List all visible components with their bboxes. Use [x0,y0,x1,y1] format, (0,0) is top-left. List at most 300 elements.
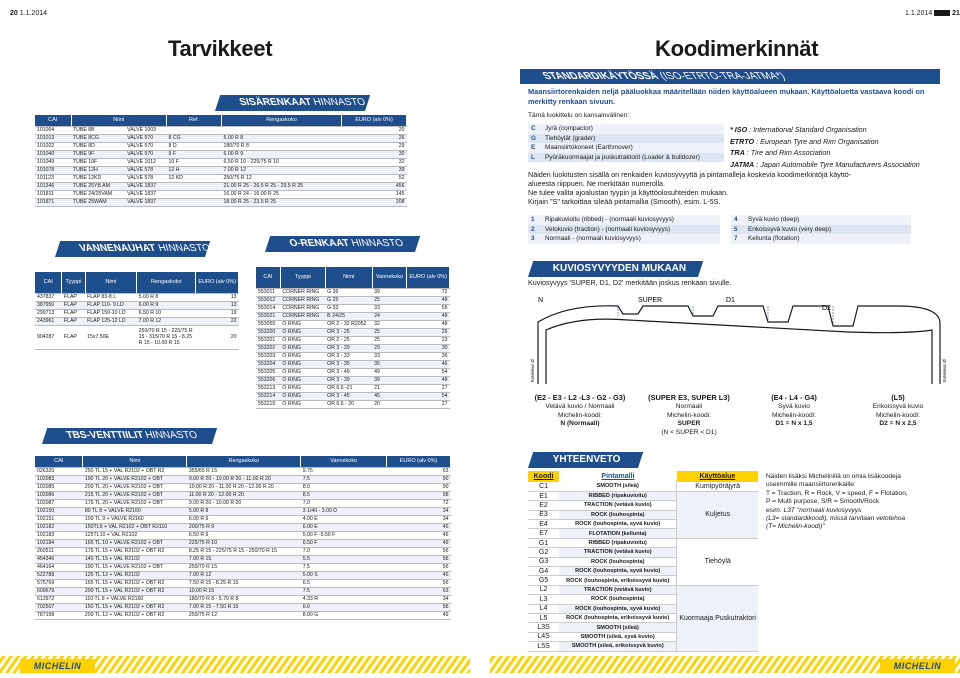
type-row [528,215,720,225]
table-cell: G 39 [325,288,372,296]
summary-code: L5S [528,642,559,651]
table-cell: 46 [387,531,451,539]
table-cell: 355/65 R 15 [187,467,301,475]
table-cell: 29 [372,344,407,352]
type-row [528,225,720,235]
table-cell: 553206 [256,376,280,384]
table-row [35,603,451,611]
table-cell: CORNER RING [280,296,325,304]
summary-code: E4 [528,520,559,529]
table-cell: 26 [407,328,450,336]
table-cell: 102182 [35,523,83,531]
type-row [731,225,911,235]
table-cell: VALVE 1837 [125,198,166,206]
type-label: Vetokuvio (traction) - (normaali kuviosyvyys) [542,225,720,235]
table-cell: 464164 [35,563,83,571]
table-cell: OR 3 - 35 [325,360,372,368]
table-cell: 8.5 [301,491,387,499]
table-cell: 21 [372,384,407,392]
table-cell: 553014 [256,304,280,312]
table-cell: 904287 [35,325,62,349]
class-row [528,124,724,134]
summary-desc: TRACTION (vetävä kuvio) [559,548,677,557]
table-cell: 7.00 R 12 [137,317,196,325]
table-cell: 10.00 R 20 - 11.00 R 20 - 12.00 R 20 [187,483,301,491]
profile-block [636,394,742,437]
table-cell: 225/75 R 10 [187,539,301,547]
summary-desc: TRACTION (vetävä kuvio) [559,501,677,510]
table-cell: 39 [372,376,407,384]
note-line: (L3= standardikoodi), missä tarvitaan vetotehoa [766,515,906,523]
sisarenkaat-table: CAI Nimi Ref. Rengaskoko EURO (alv 0%) 101004 TUBE 8B VALVE 1003 20 101013 TUBE 8CG VALVE 570 8 CG 5.00 R 8 26 101022 TUBE 8D VALVE 570 8 D 180/70 R 8 29 101040 TUBE 9F VALVE 570 9 F 6.00 R 9 30 101049 TUBE 10F VALVE 1012 10 F 6.50 R 10 - 225/75 R 10 32 101078 TUBE 12H VALVE 578 12 H 7.00 R 12 39 101123 TUBE 12KD VALVE 578 12 KD 250/75 R 12 52 101346 TUBE 25YB AM VALVE 1837 21.00 R 25 - 26.5 R 25 - 29.5 R 25 456 101811 TUBE 24/25VAM VALVE 1837 16.00 R 24 - 16.00 R 25 145 101871 TUBE 25WAM VALVE 1837 18.00 R 25 - 23.5 R 25 208 [35,115,407,207]
table-cell: O RING [280,368,325,376]
table-cell: 387950 [35,301,62,309]
org-name: European Tyre and Rim Organisation [760,136,879,146]
table-cell: 100 TL 9 + VALVE R2160 [83,515,187,523]
table-cell: 90 [387,475,451,483]
table-cell: 553021 [256,312,280,320]
table-cell: 553214 [256,392,280,400]
table-cell: 46 [387,571,451,579]
table-cell: FLAP [62,293,85,301]
table-cell: 165 TL 10 + VALVE R2102 + OBT [83,539,187,547]
table-cell: 553203 [256,352,280,360]
table-cell: 102085 [35,483,83,491]
kuvio-heading: KUVIOSYVYYDEN MUKAAN [528,261,703,277]
table-cell: 6.0 [301,603,387,611]
table-cell: 102150 [35,507,83,515]
table-cell: 553202 [256,344,280,352]
table-row [256,400,450,408]
page-title-left: Tarvikkeet [168,36,273,61]
type-label: Ripakuvioitu (ribbed) - (normaali kuviosyvyys) [542,215,720,225]
table-cell: 20 [196,325,239,349]
table-cell: 8.00 G [301,611,387,619]
table-cell: 175 TL 20 + VALVE R2102 + OBT [83,499,187,507]
profile-block [746,394,842,429]
table-cell: 7.0 [301,499,387,507]
table-cell: 208 [342,198,407,206]
table-cell: 553215 [256,400,280,408]
table-cell: 190 TL 15 + VALVE R2102 + OBT [83,563,187,571]
table-row [256,288,450,296]
table-row [35,539,451,547]
table-cell: 27 [407,400,450,408]
table-cell: 49 [387,539,451,547]
table-cell: 200/75 R 9 [187,523,301,531]
table-cell: VALVE 1012 [125,158,166,166]
table-cell: 8.25 R 15 - 225/75 R 15 - 250/70 R 15 [187,547,301,555]
table-cell: 250 TL 15 + VAL R2102 + OBT R2 [83,467,187,475]
table-row [35,531,451,539]
table-row [256,384,450,392]
table-cell: CORNER RING [280,304,325,312]
table-cell: OR 3 - 45 [325,392,372,400]
table-cell: TUBE 12KD [71,174,125,182]
class-code: C [528,124,542,134]
table-cell: 46 [387,523,451,531]
tread-diagram [528,292,950,392]
table-row [256,312,450,320]
para-line: alueesta riippuen. Ne merkitään numerolla. [528,179,666,188]
super-label: SUPER [638,297,663,304]
table-cell: OR 2 - 32 R2052 [325,320,372,328]
profile-line: D1 = N x 1,5 [775,420,813,428]
summary-use: Tiehöylä [677,538,758,585]
d1-label: D1 [726,297,735,304]
table-cell: O RING [280,376,325,384]
table-cell: O RING [280,392,325,400]
table-cell: 80 TL 8 + VALVE R2160 [83,507,187,515]
table-row [256,320,450,328]
table-cell: 54 [407,368,450,376]
table-cell: 39 [372,288,407,296]
table-cell: 250/70 R 15 [187,563,301,571]
table-row [35,467,451,475]
table-cell: 454346 [35,555,83,563]
table-cell: 13 [196,293,239,301]
table-cell: 7.5 [301,475,387,483]
table-cell: 4.00 E [301,515,387,523]
table-cell: 12 H [167,166,222,174]
table-cell: 13 [196,301,239,309]
summary-code: L3 [528,595,559,604]
note-line: (T= Michelin-koodi)" [766,523,825,531]
table-cell: OR 2 - 25 [325,336,372,344]
table-row [35,579,451,587]
table-cell: 35 [372,360,407,368]
table-cell [167,198,222,206]
table-cell: 26 [342,134,407,142]
table-cell: OR 3 - 39 [325,376,372,384]
table-cell: 180/70 R 8 - 5.70 R 8 [187,595,301,603]
table-cell: 63 [387,467,451,475]
summary-desc: ROCK (louhospinta, syvä kuvio) [559,520,677,529]
class-code: G [528,134,542,144]
table-cell: TUBE 8CG [71,134,125,142]
org-item: ETRTO : European Tyre and Rim Organisation [730,136,879,146]
page-number-right: 1.1.2014 21 [905,10,960,17]
table-row [35,182,407,190]
table-cell: 101022 [35,142,71,150]
table-cell: TUBE 8D [71,142,125,150]
type-row [731,234,911,244]
profile-block [848,394,948,429]
note-line: T = Traction, R = Rock, V = speed, F = Flotation, [766,489,908,497]
summary-desc: SMOOTH (sileä, erikoissyvä kuvio) [559,642,677,651]
table-row [256,360,450,368]
summary-desc: ROCK (louhospinta, erikoissyvä kuvio) [559,613,677,622]
yhteenveto-note [766,473,956,532]
table-cell: 609679 [35,587,83,595]
org-code: * ISO [730,125,748,134]
table-cell: VALVE 1837 [125,182,166,190]
summary-desc: RIBBED (ripakuvioitu) [559,538,677,547]
table-cell: 72 [387,499,451,507]
yhteenveto-heading: YHTEENVETO [528,452,643,468]
table-row [35,325,239,349]
table-cell: 102086 [35,491,83,499]
org-item: JATMA : Japan Automobile Tyre Manufacturers Association [730,159,920,169]
table-cell: FLAP 110- 9 LD [85,301,137,309]
table-cell: 20 [372,400,407,408]
table-cell: 48 [407,376,450,384]
table-cell: G 33 [325,304,372,312]
table-cell: 23 [407,336,450,344]
table-cell: 140 TL 15 + VAL R2102 [83,555,187,563]
table-row [35,499,451,507]
summary-desc: ROCK (louhospinta) [559,557,677,566]
summary-code: G4 [528,567,559,576]
table-cell: 702507 [35,603,83,611]
type-label: Kellunta (flotation) [745,234,911,244]
table-cell: 16.00 R 24 - 16.00 R 25 [222,190,342,198]
table-cell: 102083 [35,475,83,483]
table-cell: TUBE 10F [71,158,125,166]
table-cell: 553012 [256,296,280,304]
table-row [35,142,407,150]
table-cell: 90 [387,483,451,491]
summary-code: L4 [528,604,559,613]
table-cell: CORNER RING [280,288,325,296]
table-cell: 7.00 R 12 [222,166,342,174]
class-label: Tiehöylät (grader) [542,134,724,144]
table-row [35,611,451,619]
table-cell: VALVE 578 [125,174,166,182]
table-cell: 25 [372,328,407,336]
table-cell: TUBE 8B [71,126,125,134]
table-cell: FLAP [62,309,85,317]
table-row [256,296,450,304]
table-cell: FLAP 125-12 LD [85,317,137,325]
table-row [35,491,451,499]
tbs-table: CAI Nimi Rengaskoko Vannekoko EURO (alv 0%) 026320 250 TL 15 + VAL R2102 + OBT R2 355/65 R 15 9.75 63 102083 190 TL 20 + VALVE R2102 + OBT 9.00 R 20 - 10.00 R 20 - 11.00 R 20 7.5 90 102085 200 TL 20 + VALVE R2102 + OBT 10.00 R 20 - 11.00 R 20 - 12.00 R 20 8.0 90 102086 215 TL 20 + VALVE R2102 + OBT 11.00 R 20 - 12.00 R 20 8.5 98 102087 175 TL 20 + VALVE R2102 + OBT 9.00 R 20 - 10.00 R 20 7.0 72 102150 80 TL 8 + VALVE R2160 5.00 R 8 3 1/4II - 3.00 D 34 102151 100 TL 9 + VALVE R2160 6.00 R 9 4.00 E 34 102182 150TL9 + VAL R2102 + OBT R2110 200/75 R 9 6.00 E 46 102183 125TL10 + VAL R2102 6.50 R 9 5.00 F -5.50 F 46 102184 165 TL 10 + VALVE R2102 + OBT 225/75 R 10 6.50 F 49 260511 175 TL 15 + VAL R2102 + OBT R2 8.25 R 15 - 225/75 R 15 - 250/70 R 15 7.0 56 454346 140 TL 15 + VAL R2102 7.00 R 15 5.5 56 464164 190 TL 15 + VALVE R2102 + OBT 250/70 R 15 7.5 56 522788 125 TL 12 + VAL R2102 7.00 R 12 5.00 S 46 575769 165 TL 15 + VAL R2102 + OBT R2 7.50 R 15 - 8.25 R 15 6.5 56 609679 200 TL 15 + VAL R2102 + OBT R2 10.00 R 15 7.5 63 613972 110 TL 8 + VALVE R2160 180/70 R 8 - 5.70 R 8 4.33 R 34 702507 150 TL 15 + VAL R2102 + OBT R2 7.00 R 15 - 7.50 R 15 6.0 56 787198 200 TL 12 + VAL R2102 + OBT R2 250/75 R 12 8.00 G 49 [35,456,451,620]
table-cell: 553055 [256,320,280,328]
table-cell: 553011 [256,288,280,296]
table-row [35,150,407,158]
table-cell: 52 [342,174,407,182]
table-cell: VALVE 570 [125,150,166,158]
kuvio-desc: Kuviosyvyys 'SUPER, D1, D2' merkitään joskus renkaan sivulle. [528,278,732,287]
table-cell: 54 [407,392,450,400]
profile-code: (E4 - L4 - G4) [771,393,817,402]
table-row [35,198,407,206]
table-cell: FLAP [62,317,85,325]
summary-row [528,585,758,594]
profile-line: Syvä kuvio [778,403,810,411]
summary-code: L4S [528,632,559,641]
summary-code: L2 [528,585,559,594]
summary-desc: RIBBED (ripakuvioitu) [559,491,677,500]
table-cell: 46 [407,360,450,368]
standard-heading: STANDARDIKÄYTÖSSÄ (ISO-ETRTO-TRA-JATMA*) [520,69,940,84]
table-cell: OR 3 - 25 [325,328,372,336]
summary-row [528,538,758,547]
type-code: 4 [731,215,745,225]
org-name: Japan Automobile Tyre Manufacturers Association [760,159,920,169]
summary-desc: FLOTATION (kellunta) [559,529,677,538]
table-cell: 56 [387,579,451,587]
table-row [35,507,451,515]
table-row [35,483,451,491]
table-cell: 101049 [35,158,71,166]
table-cell: FLAP [62,325,85,349]
table-cell: 787198 [35,611,83,619]
table-cell: OR 3 - 33 [325,352,372,360]
summary-desc: SMOOTH (sileä, syvä kuvio) [559,632,677,641]
summary-code: G5 [528,576,559,585]
class-code: E [528,143,542,153]
table-cell: O RING [280,360,325,368]
type-code: 7 [731,234,745,244]
table-cell: 56 [387,555,451,563]
table-row [35,134,407,142]
table-cell: 7.50 R 15 - 8.25 R 15 [187,579,301,587]
summary-row [528,491,758,500]
profile-block [528,394,632,429]
table-cell: 7.0 [301,547,387,555]
orgs-list [730,124,950,170]
table-cell: 215 TL 20 + VALVE R2102 + OBT [83,491,187,499]
table-cell: 34 [387,507,451,515]
table-cell: 101013 [35,134,71,142]
table-cell: 5.00 F -5.50 F [301,531,387,539]
summary-code: L3S [528,623,559,632]
table-cell: 260511 [35,547,83,555]
table-cell: 243961 [35,317,62,325]
table-row [35,555,451,563]
table-cell: 101811 [35,190,71,198]
standard-paragraph [528,170,938,206]
class-row [528,153,724,163]
para-line: Näiden luokitusten sisällä on renkaiden kuviosyvyyttä ja pintamalleja koskevia koodimerkintöjä käyttö- [528,170,852,179]
class-row [528,143,724,153]
table-cell: TUBE 9F [71,150,125,158]
profile-line: Michelin-koodi: [876,411,920,419]
profile-line: Michelin-koodi: [772,411,816,419]
table-cell: 49 [372,368,407,376]
table-cell: 6.00 R 9 [222,150,342,158]
table-cell [167,182,222,190]
summary-use: Kuormaaja Puskutraktori [677,585,758,651]
table-cell: 102184 [35,539,83,547]
table-cell: 101040 [35,150,71,158]
table-cell: 30 [407,344,450,352]
summary-desc: SMOOTH (sileä) [559,623,677,632]
profile-line: Michelin-koodi: [667,411,711,419]
org-item: TRA : Tire and Rim Association [730,148,831,157]
page-title-right: Koodimerkinnät [655,36,819,61]
table-cell: O RING [280,400,325,408]
table-cell: 180/70 R 8 [222,142,342,150]
table-cell: 34 [387,595,451,603]
table-cell: 200 TL 15 + VAL R2102 + OBT R2 [83,587,187,595]
table-cell: O RING [280,344,325,352]
ext-label-right: Extérieur Ø [942,359,947,382]
table-cell: 6.5 [301,579,387,587]
table-cell: 6.50 R 10 - 225/75 R 10 [222,158,342,166]
table-cell: 102151 [35,515,83,523]
summary-code: E3 [528,510,559,519]
michelin-logo-right: MICHELIN [880,659,955,673]
type-row [731,215,911,225]
type-code: 1 [528,215,542,225]
table-cell: 553204 [256,360,280,368]
table-cell: VALVE 1003 [125,126,166,134]
n-label: N [538,297,544,304]
table-cell: 48 [407,312,450,320]
para-line: Kirjain "S" tarkoittaa sileää pintamallia (Smooth), esim. L-5S. [528,197,721,206]
table-cell: 250/70 R 15 - 225/75 R 15 - 315/70 R 15 - 8.25 R 15 - 10.00 R 15 [137,325,196,349]
table-cell: 7.00 R 15 [187,555,301,563]
table-cell: 8 CG [167,134,222,142]
table-cell: 10.00 R 15 [187,587,301,595]
table-cell: 7.00 R 15 - 7.50 R 15 [187,603,301,611]
table-cell: 45 [372,392,407,400]
table-cell: 20 [342,126,407,134]
summary-desc: ROCK (louhospinta, syvä kuvio) [559,567,677,576]
table-row [35,301,239,309]
table-cell: 165 TL 15 + VAL R2102 + OBT R2 [83,579,187,587]
type-table-2 [731,215,911,244]
type-label: Syvä kuvio (deep) [745,215,911,225]
table-cell: 101078 [35,166,71,174]
summary-code: G2 [528,548,559,557]
summary-desc: ROCK (louhospinta, erikoissyvä kuvio) [559,576,677,585]
table-cell: 33 [372,304,407,312]
summary-row [528,482,758,491]
table-cell: 125TL10 + VAL R2102 [83,531,187,539]
table-cell: 102183 [35,531,83,539]
class-label: Jyrä (compactor) [542,124,724,134]
table-cell: 553213 [256,384,280,392]
table-row [256,352,450,360]
type-code: 5 [731,225,745,235]
table-cell: 7.5 [301,563,387,571]
table-row [256,328,450,336]
table-row [35,547,451,555]
class-code: L [528,153,542,163]
table-cell: 5.5 [301,555,387,563]
table-cell: OR 3 - 29 [325,344,372,352]
table-cell: 25 [372,336,407,344]
table-cell: 101871 [35,198,71,206]
table-row [35,563,451,571]
table-row [256,392,450,400]
table-cell: OR 6.6 -21 [325,384,372,392]
table-cell: 19 [196,309,239,317]
type-label: Normaali - (normaali kuviosyvyys) [542,234,720,244]
table-row [35,126,407,134]
table-cell: 33 [372,352,407,360]
table-cell: OR 3 - 49 [325,368,372,376]
yhteenveto-table: Koodi Pintamalli Käyttöalue C1 SMOOTH (sileä) Kumipyöräjyrä E1 RIBBED (ripakuvioitu) Kuljetus E2 TRACTION (vetävä kuvio) E3 ROCK (louhospinta) E4 ROCK (louhospinta, syvä kuvio) E7 FLOTATION (kellunta) G1 RIBBED (ripakuvioitu) Tiehöylä G2 TRACTION (vetävä kuvio) G3 ROCK (louhospinta) G4 ROCK (louhospinta, syvä kuvio) G5 ROCK (louhospinta, erikoissyvä kuvio) L2 TRACTION (vetävä kuvio) Kuormaaja Puskutraktori L3 ROCK (louhospinta) L4 ROCK (louhospinta, syvä kuvio) L5 ROCK (louhospinta, erikoissyvä kuvio) L3S SMOOTH (sileä) L4S SMOOTH (sileä, syvä kuvio) L5S SMOOTH (sileä, erikoissyvä kuvio) [528,471,758,652]
table-cell: 22 [196,317,239,325]
table-cell: 18.00 R 25 - 23.5 R 25 [222,198,342,206]
table-cell: 39 [342,166,407,174]
profile-code: (SUPER E3, SUPER L3) [648,393,730,402]
ext-label-left: Extérieur Ø [530,359,535,382]
table-cell: 32 [372,320,407,328]
note-line: Näiden lisäksi Michelinillä on omia lisäkoodeja [766,473,901,480]
profile-line: Michelin-koodi: [558,411,602,419]
table-cell: VALVE 570 [125,134,166,142]
summary-code: E2 [528,501,559,510]
table-cell: 7.5 [301,587,387,595]
table-cell: O RING [280,320,325,328]
table-cell: 553201 [256,336,280,344]
table-row [35,158,407,166]
